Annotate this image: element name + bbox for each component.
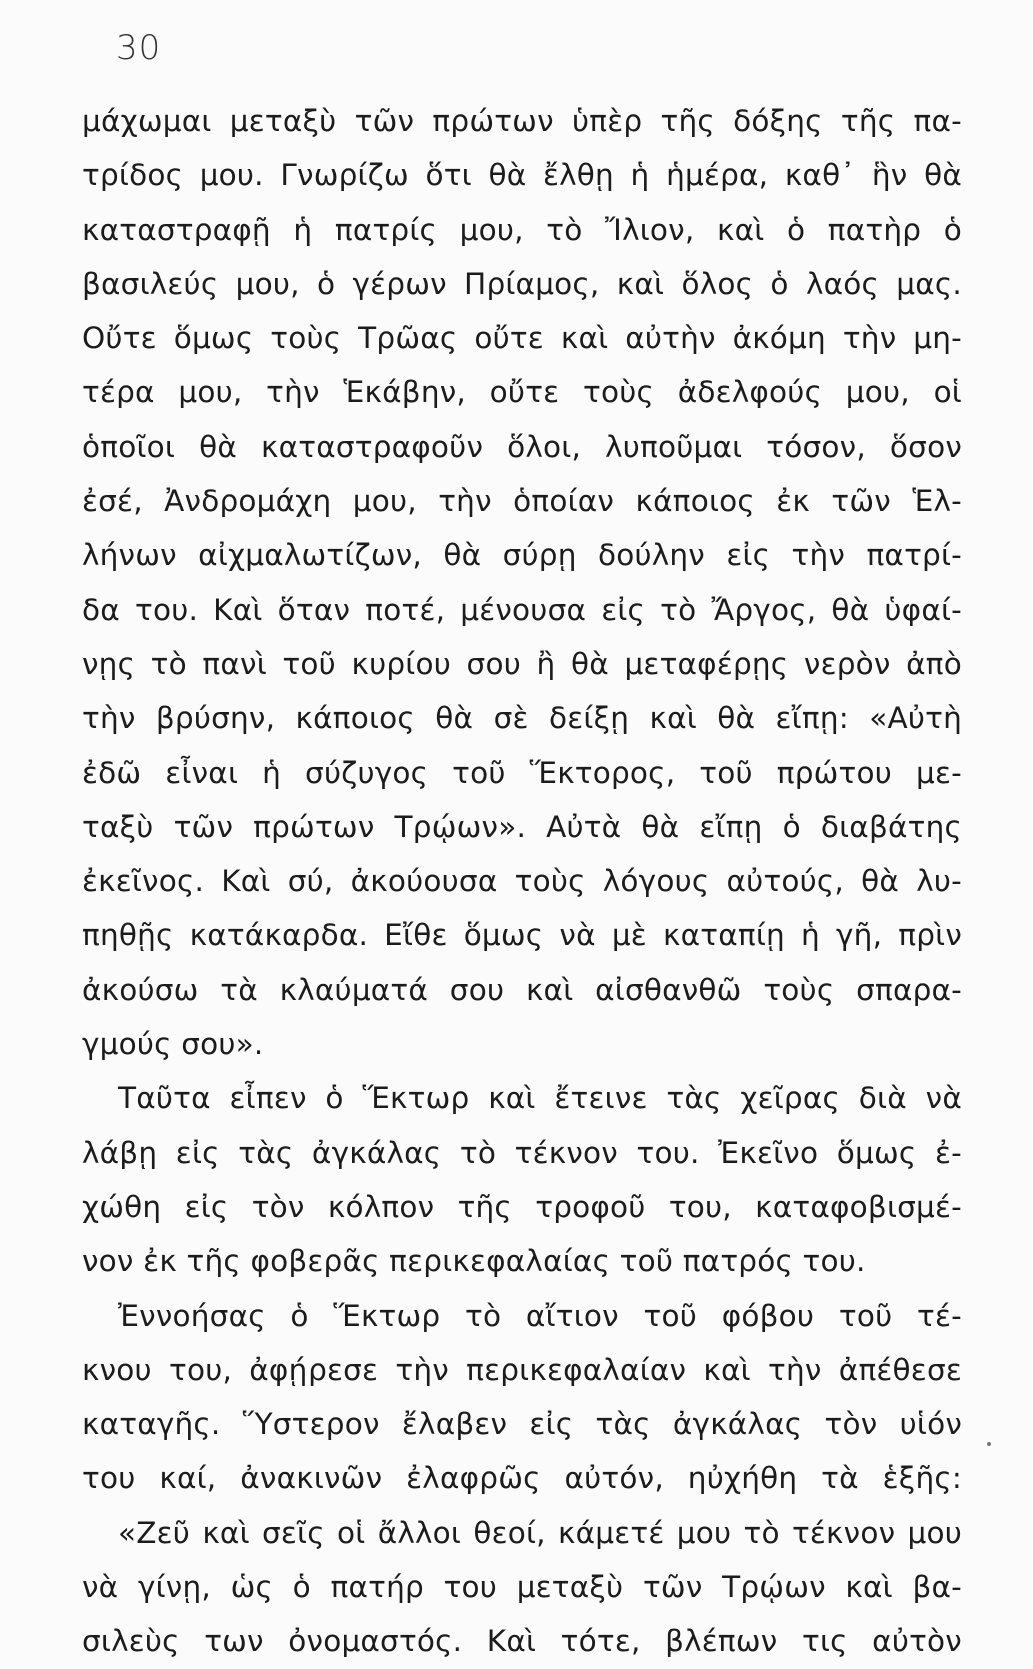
text-line: Ἐννοήσας ὁ Ἕκτωρ τὸ αἴτιον τοῦ φόβου τοῦ τέ-	[118, 1298, 962, 1333]
text-line: γμούς σου».	[82, 1027, 264, 1062]
text-line: «Ζεῦ καὶ σεῖς οἱ ἄλλοι θεοί, κάμετέ μου τὸ τέκνον μου	[118, 1515, 962, 1550]
text-line: λάβῃ εἰς τὰς ἀγκάλας τὸ τέκνον του. Ἐκεῖνο ὅμως ἐ-	[82, 1135, 962, 1170]
text-line: δα του. Καὶ ὅταν ποτέ, μένουσα εἰς τὸ Ἄργος, θὰ ὑφαί-	[82, 592, 962, 627]
text-line: τέρα μου, τὴν Ἑκάβην, οὔτε τοὺς ἀδελφούς μου, οἱ	[82, 375, 962, 410]
text-line: πηθῇς κατάκαρδα. Εἴθε ὅμως νὰ μὲ καταπίῃ ἡ γῆ, πρὶν	[82, 918, 962, 953]
text-line: χώθη εἰς τὸν κόλπον τῆς τροφοῦ του, καταφοβισμέ-	[82, 1189, 962, 1224]
text-line: λήνων αἰχμαλωτίζων, θὰ σύρῃ δούλην εἰς τὴν πατρί-	[82, 538, 962, 573]
text-line: νῃς τὸ πανὶ τοῦ κυρίου σου ἢ θὰ μεταφέρῃς νερὸν ἀπὸ	[82, 646, 962, 681]
text-line: βασιλεύς μου, ὁ γέρων Πρίαμος, καὶ ὅλος ὁ λαός μας.	[82, 266, 962, 301]
text-line: ταξὺ τῶν πρώτων Τρῴων». Αὐτὰ θὰ εἴπῃ ὁ διαβάτης	[82, 809, 962, 844]
page-number: 30	[116, 28, 162, 68]
text-line: καταγῆς. Ὕστερον ἔλαβεν εἰς τὰς ἀγκάλας τὸν υἱόν	[82, 1407, 962, 1442]
text-line: μάχωμαι μεταξὺ τῶν πρώτων ὑπὲρ τῆς δόξης τῆς πα-	[82, 104, 962, 138]
text-line: νον ἐκ τῆς φοβερᾶς περικεφαλαίας τοῦ πατρός του.	[82, 1244, 866, 1279]
text-line: Ταῦτα εἶπεν ὁ Ἕκτωρ καὶ ἔτεινε τὰς χεῖρας διὰ νὰ	[118, 1081, 962, 1116]
text-line: ὁποῖοι θὰ καταστραφοῦν ὅλοι, λυποῦμαι τόσον, ὅσον	[82, 429, 962, 464]
text-line: τρίδος μου. Γνωρίζω ὅτι θὰ ἔλθῃ ἡ ἡμέρα, καθ᾿ ἣν θὰ	[82, 158, 962, 193]
text-line: σιλεὺς των ὀνομαστός. Καὶ τότε, βλέπων τις αὐτὸν	[82, 1624, 962, 1659]
print-speck	[987, 1442, 991, 1446]
text-line: ἐκεῖνος. Καὶ σύ, ἀκούουσα τοὺς λόγους αὐτούς, θὰ λυ-	[82, 864, 962, 899]
text-line: τὴν βρύσην, κάποιος θὰ σὲ δείξῃ καὶ θὰ εἴπῃ: «Αὐτὴ	[82, 701, 962, 736]
text-line: ἐδῶ εἶναι ἡ σύζυγος τοῦ Ἕκτορος, τοῦ πρώτου με-	[82, 755, 962, 790]
text-line: νὰ γίνῃ, ὡς ὁ πατήρ του μεταξὺ τῶν Τρῴων καὶ βα-	[82, 1570, 962, 1605]
text-line: ἀκούσω τὰ κλαύματά σου καὶ αἰσθανθῶ τοὺς σπαρα-	[82, 972, 962, 1007]
text-line: ἐσέ, Ἀνδρομάχη μου, τὴν ὁποίαν κάποιος ἐκ τῶν Ἑλ-	[82, 484, 962, 519]
text-line: κνου του, ἀφῄρεσε τὴν περικεφαλαίαν καὶ τὴν ἀπέθεσε	[82, 1352, 962, 1387]
text-line: Οὔτε ὅμως τοὺς Τρῶας οὔτε καὶ αὐτὴν ἀκόμη τὴν μη-	[82, 321, 962, 356]
text-line: του καί, ἀνακινῶν ἐλαφρῶς αὐτόν, ηὐχήθη τὰ ἑξῆς:	[82, 1461, 962, 1496]
text-line: καταστραφῇ ἡ πατρίς μου, τὸ Ἴλιον, καὶ ὁ πατὴρ ὁ	[82, 212, 962, 247]
body-text	[82, 94, 962, 1669]
